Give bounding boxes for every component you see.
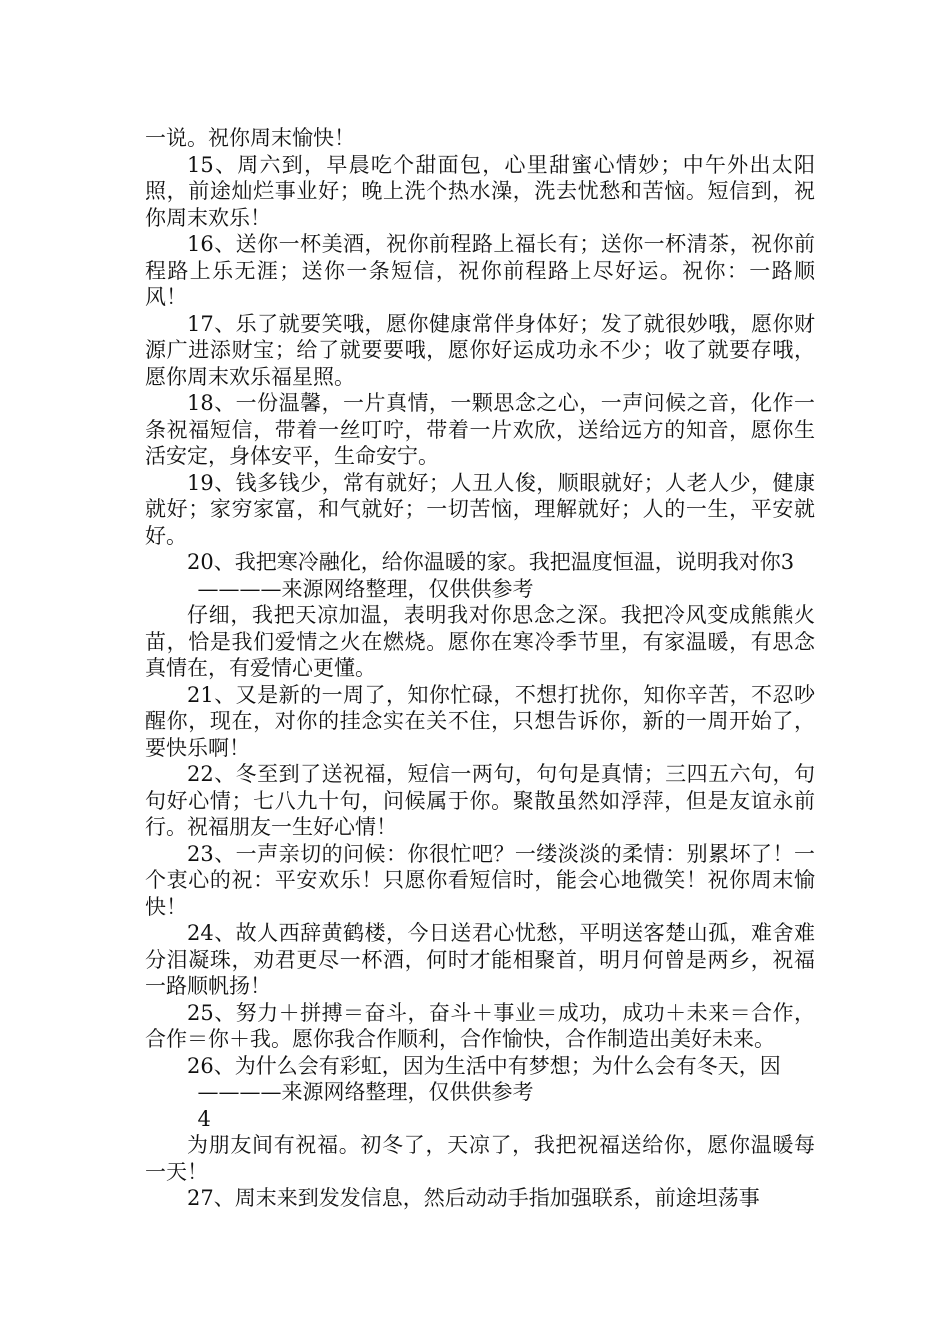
paragraph-18: 18、一份温馨，一片真情，一颗思念之心，一声问候之音，化作一条祝福短信，带着一丝叮咛，带着一片欢欣，送给远方的知音，愿你生活安定，身体安平，生命安宁。: [145, 391, 815, 468]
paragraph-17: 17、乐了就要笑哦，愿你健康常伴身体好；发了就很妙哦，愿你财源广进添财宝；给了就要要哦，愿你好运成功永不少；收了就要存哦，愿你周末欢乐福星照。: [145, 311, 815, 389]
paragraph-25: 25、努力＋拼搏＝奋斗，奋斗＋事业＝成功，成功＋未来＝合作，合作＝你＋我。愿你我合作顺利，合作愉快，合作制造出美好未来。: [145, 1000, 815, 1051]
paragraph-continuation: 一说。祝你周末愉快！: [145, 126, 355, 150]
paragraph-26-continued: 为朋友间有祝福。初冬了，天凉了，我把祝福送给你，愿你温暖每一天！: [145, 1133, 815, 1184]
paragraph-23: 23、一声亲切的问候：你很忙吧？一缕淡淡的柔情：别累坏了！一个衷心的祝：平安欢乐！只愿你看短信时，能会心地微笑！祝你周末愉快！: [145, 841, 815, 919]
source-note: ————来源网络整理，仅供供参考: [197, 576, 534, 601]
paragraph-24: 24、故人西辞黄鹤楼，今日送君心忧愁，平明送客楚山孤，难舍难分泪凝珠，劝君更尽一杯酒，何时才能相聚首，明月何曾是两乡，祝福一路顺帆扬！: [145, 921, 815, 998]
paragraph-20: 20、我把寒冷融化，给你温暖的家。我把温度恒温，说明我对你3: [187, 550, 795, 574]
paragraph-22: 22、冬至到了送祝福，短信一两句，句句是真情；三四五六句，句句好心情；七八九十句，问候属于你。聚散虽然如浮萍，但是友谊永前行。祝福朋友一生好心情！: [145, 762, 815, 839]
paragraph-21: 21、又是新的一周了，知你忙碌，不想打扰你，知你辛苦，不忍吵醒你，现在，对你的挂念实在关不住，只想告诉你，新的一周开始了，要快乐啊！: [145, 682, 815, 760]
paragraph-26: 26、为什么会有彩虹，因为生活中有梦想；为什么会有冬天，因: [187, 1053, 781, 1078]
paragraph-19: 19、钱多钱少，常有就好；人丑人俊，顺眼就好；人老人少，健康就好；家穷家富，和气就好；一切苦恼，理解就好；人的一生，平安就好。: [145, 470, 815, 548]
source-note: ————来源网络整理，仅供供参考: [197, 1080, 534, 1104]
page-number: 4: [197, 1106, 211, 1131]
paragraph-15: 15、周六到，早晨吃个甜面包，心里甜蜜心情妙；中午外出太阳照，前途灿烂事业好；晚上洗个热水澡，洗去忧愁和苦恼。短信到，祝你周末欢乐！: [145, 152, 815, 230]
paragraph-27: 27、周末来到发发信息，然后动动手指加强联系，前途坦荡事: [187, 1186, 760, 1210]
paragraph-20-continued: 仔细，我把天凉加温，表明我对你思念之深。我把冷风变成熊熊火苗，恰是我们爱情之火在燃烧。愿你在寒冷季节里，有家温暖，有思念真情在，有爱情心更懂。: [145, 603, 815, 680]
document-body: [145, 125, 815, 1212]
paragraph-16: 16、送你一杯美酒，祝你前程路上福长有；送你一杯清茶，祝你前程路上乐无涯；送你一条短信，祝你前程路上尽好运。祝你：一路顺风！: [145, 232, 815, 309]
